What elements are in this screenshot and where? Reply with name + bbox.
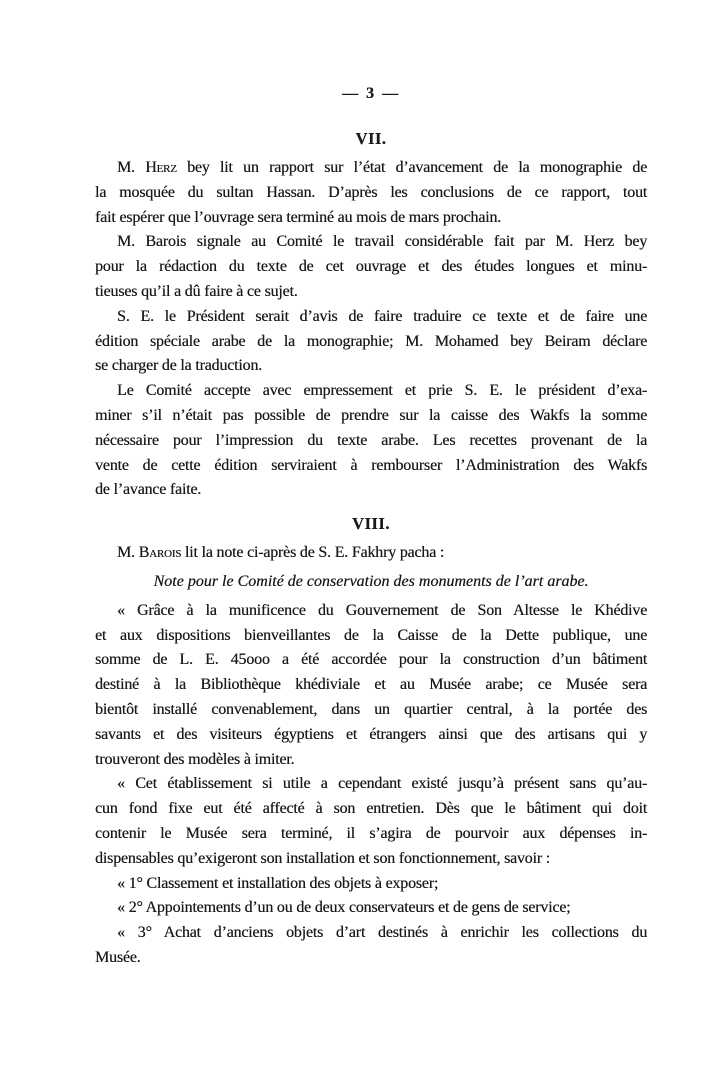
section-heading: VII.	[355, 129, 387, 148]
paragraph	[95, 541, 647, 566]
text-line: M. Barois lit la note ci-après de S. E. Fakhry pacha :	[117, 544, 445, 562]
text-line: se charger de la traduction.	[95, 357, 262, 375]
text-line: tieuses qu’il a dû faire à ce sujet.	[95, 282, 298, 300]
section-heading: VIII.	[352, 514, 390, 534]
text-line: savants et des visiteurs égyptiens et étrangers ainsi que des artisans qui y	[95, 725, 647, 743]
text-line: S. E. le Président serait d’avis de faire traduire ce texte et de faire une	[117, 307, 647, 325]
text-line: M. Herz bey lit un rapport sur l’état d’avancement de la monographie de	[117, 159, 647, 176]
text-line: miner s’il n’était pas possible de prendre sur la caisse des Wakfs la somme	[95, 406, 647, 424]
paragraph	[95, 230, 647, 304]
paragraph	[95, 599, 647, 773]
text-line: bientôt installé convenablement, dans un quartier central, à la portée des	[95, 700, 647, 718]
text-line: cun fond fixe eut été affecté à son entretien. Dès que le bâtiment qui doit	[95, 800, 647, 818]
small-caps-name: Herz	[145, 159, 177, 176]
page-number: — 3 —	[342, 85, 400, 102]
text-line: « Cet établissement si utile a cependant existé jusqu’à présent sans qu’au-	[117, 775, 647, 793]
text-line: trouveront des modèles à imiter.	[95, 750, 295, 768]
text-line: somme de L. E. 45ooo a été accordée pour la construction d’un bâtiment	[95, 651, 647, 669]
text-line: M. Barois signale au Comité le travail considérable fait par M. Herz bey	[117, 233, 647, 251]
text-line: dispensables qu’exigeront son installation et son fonctionnement, savoir :	[95, 849, 550, 867]
text-line: contenir le Musée sera terminé, il s’agira de pourvoir aux dépenses in-	[95, 824, 647, 842]
text-line: « 2° Appointements d’un ou de deux conservateurs et de gens de service;	[117, 899, 571, 917]
paragraph	[95, 156, 647, 230]
text-line: et aux dispositions bienveillantes de la Caisse de la Dette publique, une	[95, 626, 647, 644]
text-line: « Grâce à la munificence du Gouvernement de Son Altesse le Khédive	[117, 601, 647, 619]
text-line: vente de cette édition serviraient à rembourser l’Administration des Wakfs	[95, 456, 647, 474]
text-line: « 1° Classement et installation des objets à exposer;	[117, 874, 439, 892]
paragraph	[95, 772, 647, 871]
paragraph	[95, 305, 647, 379]
document-body	[95, 128, 647, 971]
paragraph	[95, 379, 647, 503]
note-title	[95, 570, 647, 595]
text-line: fait espérer que l’ouvrage sera terminé au mois de mars prochain.	[95, 208, 501, 226]
text-line: la mosquée du sultan Hassan. D’après les conclusions de ce rapport, tout	[95, 183, 647, 201]
paragraph	[95, 896, 647, 921]
text-line: de l’avance faite.	[95, 481, 202, 499]
text-line: pour la rédaction du texte de cet ouvrage et des études longues et minu-	[95, 258, 647, 276]
text-line: « 3° Achat d’anciens objets d’art destinés à enrichir les collections du	[117, 924, 647, 942]
text-line: Note pour le Comité de conservation des monuments de l’art arabe.	[153, 572, 589, 590]
text-line: Musée.	[95, 948, 141, 966]
text-line: nécessaire pour l’impression du texte arabe. Les recettes provenant de la	[95, 431, 647, 449]
text-line: Le Comité accepte avec empressement et prie S. E. le président d’exa-	[117, 382, 647, 400]
text-line: édition spéciale arabe de la monographie; M. Mohamed bey Beiram déclare	[95, 332, 647, 350]
text-line: destiné à la Bibliothèque khédiviale et au Musée arabe; ce Musée sera	[95, 676, 647, 694]
small-caps-name: Barois	[138, 544, 182, 562]
paragraph	[95, 921, 647, 971]
paragraph	[95, 872, 647, 897]
